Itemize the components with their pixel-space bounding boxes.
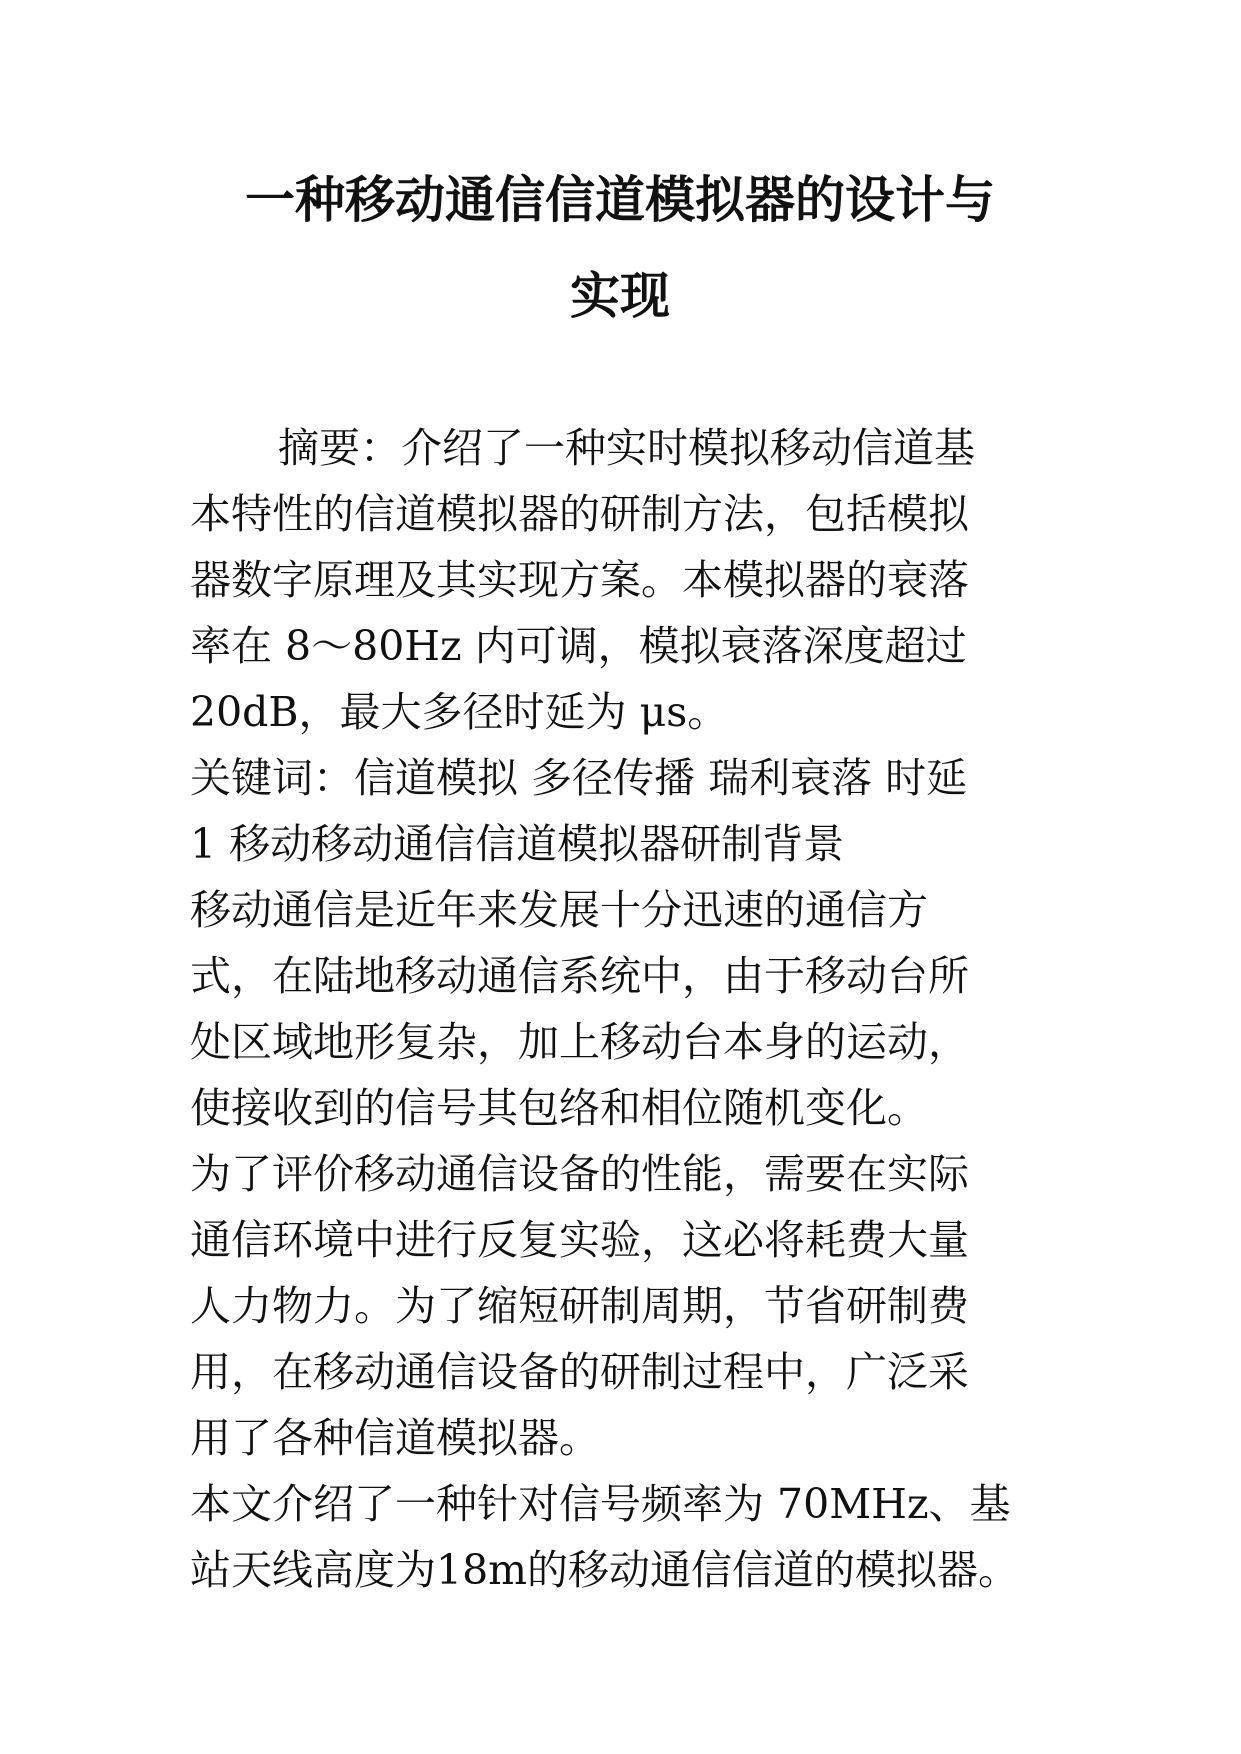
- section-heading: 1 移动移动通信信道模拟器研制背景: [190, 820, 845, 868]
- paragraph-line: 用了各种信道模拟器。: [190, 1414, 600, 1462]
- paragraph-line: 本文介绍了一种针对信号频率为 70MHz、基: [190, 1480, 1011, 1528]
- title-line-2: 实现: [570, 267, 670, 325]
- paragraph-line: 移动通信是近年来发展十分迅速的通信方: [190, 886, 928, 934]
- abstract-line: 器数字原理及其实现方案。本模拟器的衰落: [190, 556, 969, 604]
- paragraph-line: 处区域地形复杂，加上移动台本身的运动，: [190, 1018, 969, 1066]
- title-line-1: 一种移动通信信道模拟器的设计与: [245, 171, 995, 229]
- paragraph-line: 使接收到的信号其包络和相位随机变化。: [190, 1084, 928, 1132]
- paragraph-line: 为了评价移动通信设备的性能，需要在实际: [190, 1150, 969, 1198]
- paragraph-line: 用，在移动通信设备的研制过程中，广泛采: [190, 1348, 969, 1396]
- abstract-line: 率在 8～80Hz 内可调，模拟衰落深度超过: [190, 622, 967, 670]
- abstract-line: 摘要：介绍了一种实时模拟移动信道基: [278, 424, 975, 472]
- paragraph-line: 人力物力。为了缩短研制周期，节省研制费: [190, 1282, 969, 1330]
- paragraph-line: 通信环境中进行反复实验，这必将耗费大量: [190, 1216, 969, 1264]
- abstract-line: 本特性的信道模拟器的研制方法，包括模拟: [190, 490, 969, 538]
- paragraph-line: 站天线高度为18m的移动通信信道的模拟器。: [190, 1546, 1020, 1594]
- abstract-line: 20dB，最大多径时延为 μs。: [190, 688, 729, 736]
- keywords-line: 关键词：信道模拟 多径传播 瑞利衰落 时延: [190, 754, 968, 802]
- paragraph-line: 式，在陆地移动通信系统中，由于移动台所: [190, 952, 969, 1000]
- document-body: [190, 415, 1090, 1603]
